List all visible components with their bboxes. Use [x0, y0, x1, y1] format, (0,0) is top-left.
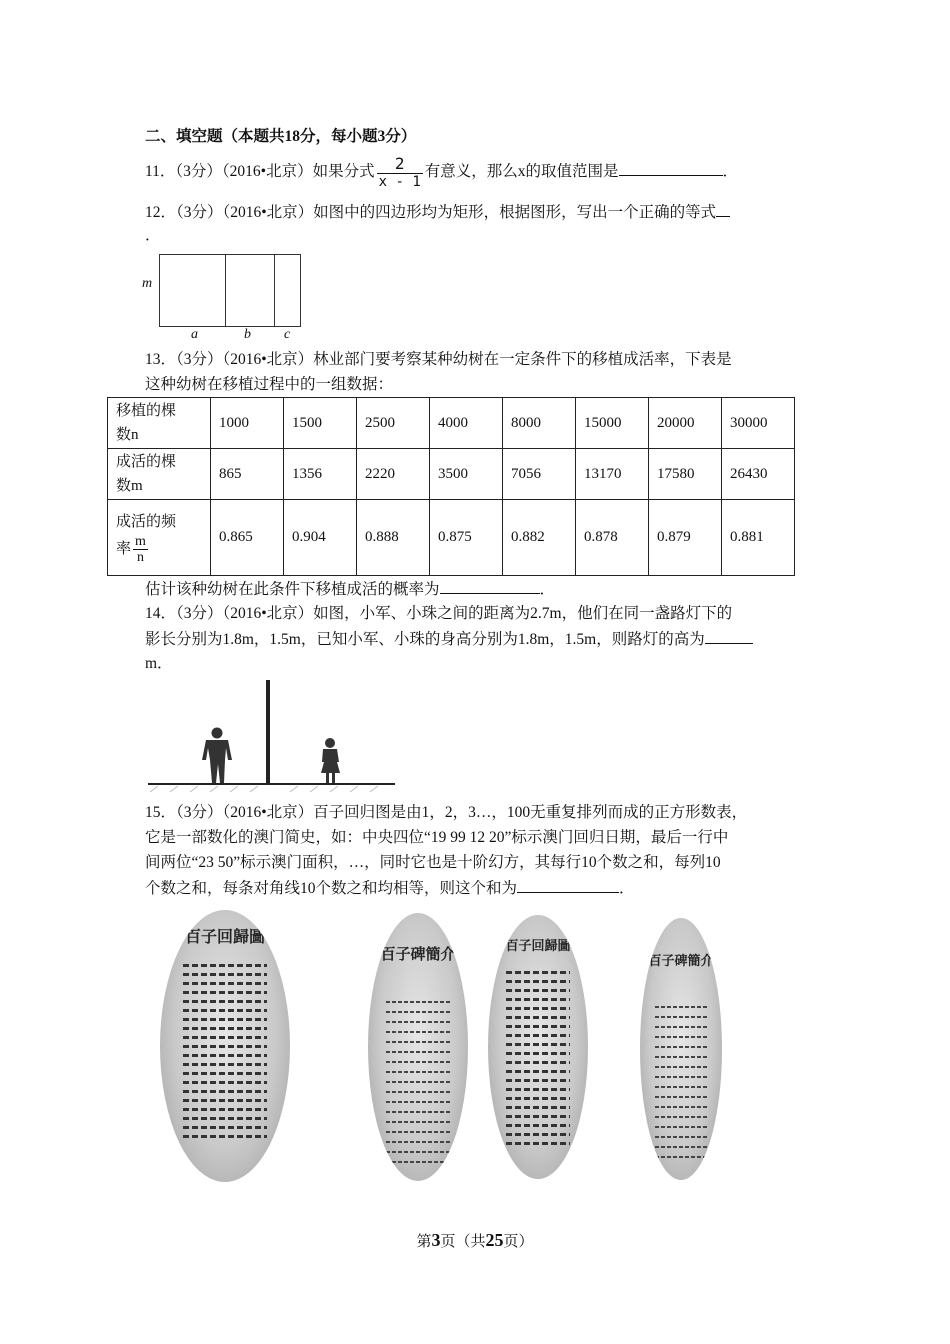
q14-streetlight-figure	[140, 676, 400, 796]
q11-fraction	[377, 155, 423, 190]
hundred-stele-intro-image-2: 百子碑簡介	[640, 918, 722, 1180]
table-cell: 1356	[284, 449, 357, 500]
q15-line1: 15．（3分）（2016•北京）百子回归图是由1，2，3…，100无重复排列而成的正方形数表，	[145, 804, 748, 821]
table-cell: 20000	[649, 398, 722, 449]
table-cell: 26430	[722, 449, 795, 500]
table-cell: 0.888	[357, 500, 430, 576]
table-cell: 0.865	[211, 500, 284, 576]
q15-line2: 它是一部数化的澳门简史，如：中央四位“19 99 12 20”标示澳门回归日期，最后一行中	[145, 829, 729, 846]
table-cell: 13170	[576, 449, 649, 500]
q15-line3: 间两位“23 50”标示澳门面积，…，同时它也是十阶幻方，其每行10个数之和，每列10	[145, 854, 721, 871]
table-row	[108, 398, 795, 449]
q12-answer-blank[interactable]	[716, 202, 730, 217]
q13-answer-blank[interactable]	[440, 579, 540, 594]
table-cell: 0.904	[284, 500, 357, 576]
q11-answer-blank[interactable]	[619, 161, 723, 176]
hundred-numbers-image-1: 百子回歸圖	[160, 910, 290, 1182]
q11-suffix: 有意义，那么x的取值范围是	[424, 163, 619, 180]
q13-line2: 这种幼树在移植过程中的一组数据：	[145, 376, 394, 393]
table-cell: 0.875	[430, 500, 503, 576]
q14-line2: 影长分别为1.8m，1.5m，已知小军、小珠的身高分别为1.8m，1.5m，则路灯的高为	[145, 629, 753, 650]
table-cell: 30000	[722, 398, 795, 449]
hundred-numbers-image-2: 百子回歸圖	[488, 915, 588, 1179]
table-cell: 8000	[503, 398, 576, 449]
q11-end: ．	[722, 163, 739, 180]
q13-data-table	[107, 397, 795, 576]
q12-end: ．	[145, 227, 161, 244]
table-cell: 865	[211, 449, 284, 500]
table-cell: 2220	[357, 449, 430, 500]
section-title: 二、填空题（本题共18分，每小题3分）	[145, 128, 417, 145]
q12-label-c: c	[284, 327, 291, 342]
q11-prefix: 11．（3分）（2016•北京）如果分式	[145, 163, 375, 180]
table-row	[108, 449, 795, 500]
q12-label-b: b	[244, 327, 251, 342]
q15-line4: 个数之和，每条对角线10个数之和均相等，则这个和为 ．	[145, 880, 635, 897]
page-total: 25	[485, 1230, 504, 1250]
q14-line3: m．	[145, 655, 173, 672]
table-cell: 1500	[284, 398, 357, 449]
girl-figure	[321, 738, 340, 783]
table-cell: 1000	[211, 398, 284, 449]
table-cell: 0.879	[649, 500, 722, 576]
q13-line1: 13．（3分）（2016•北京）林业部门要考察某种幼树在一定条件下的移植成活率，下表是	[145, 351, 732, 368]
page-footer: 第3页（共25页）	[416, 1230, 534, 1250]
table-header-cell: 成活的频 率 $\frac{m}{n}$	[108, 500, 211, 576]
boy-figure	[202, 728, 232, 784]
table-cell: 3500	[430, 449, 503, 500]
q11-frac-den: x - 1	[378, 173, 421, 190]
table-header-cell: 成活的棵 数m	[108, 449, 211, 500]
q12-label-m: m	[142, 276, 153, 291]
table-cell: 0.882	[503, 500, 576, 576]
q11-frac-num: 2	[394, 153, 405, 173]
q13-after: 估计该种幼树在此条件下移植成活的概率为 ．	[145, 581, 556, 598]
question-11	[145, 152, 738, 192]
lamp-post	[266, 680, 270, 784]
table-cell: 0.881	[722, 500, 795, 576]
table-cell: 17580	[649, 449, 722, 500]
table-cell: 7056	[503, 449, 576, 500]
table-cell: 0.878	[576, 500, 649, 576]
page-number: 3	[431, 1230, 441, 1250]
table-cell: 15000	[576, 398, 649, 449]
q14-answer-blank[interactable]	[705, 629, 753, 644]
table-cell: 2500	[357, 398, 430, 449]
hundred-stele-intro-image-1: 百子碑簡介	[368, 913, 468, 1181]
table-row	[108, 500, 795, 576]
question-12	[145, 202, 730, 223]
q15-answer-blank[interactable]	[517, 878, 619, 893]
q14-line1: 14．（3分）（2016•北京）如图，小军、小珠之间的距离为2.7m，他们在同一盏路灯下的	[145, 605, 733, 622]
q12-text: 12．（3分）（2016•北京）如图中的四边形均为矩形，根据图形，写出一个正确的等式	[145, 204, 717, 221]
table-cell: 4000	[430, 398, 503, 449]
q12-label-a: a	[191, 327, 198, 342]
table-header-cell: 移植的棵 数n	[108, 398, 211, 449]
